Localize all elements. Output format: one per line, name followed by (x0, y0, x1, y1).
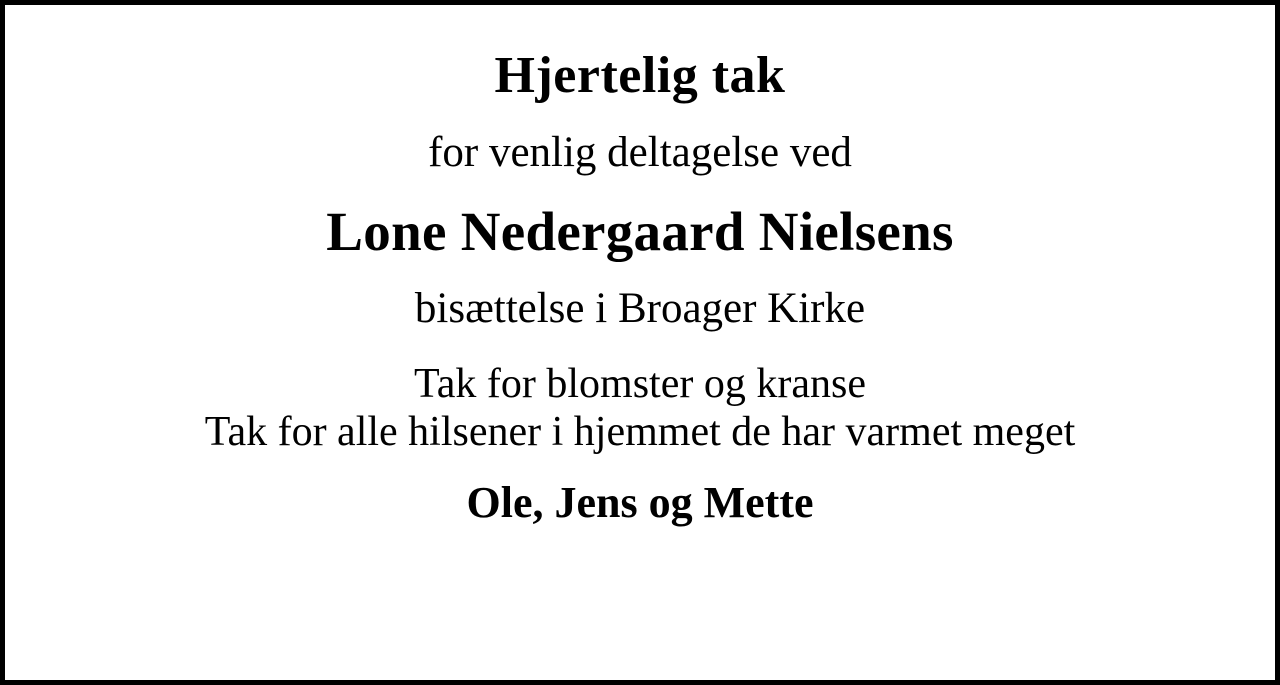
ceremony-place: bisættelse i Broager Kirke (414, 285, 866, 333)
thanks-line-flowers: Tak for blomster og kranse (414, 360, 866, 407)
notice-headline: Hjertelig tak (494, 47, 786, 104)
deceased-name: Lone Nedergaard Nielsens (326, 200, 954, 262)
notice-subline: for venlig deltagelse ved (428, 128, 852, 176)
signature-names: Ole, Jens og Mette (466, 477, 814, 527)
thanks-line-greetings: Tak for alle hilsener i hjemmet de har varmet meget (204, 408, 1076, 455)
